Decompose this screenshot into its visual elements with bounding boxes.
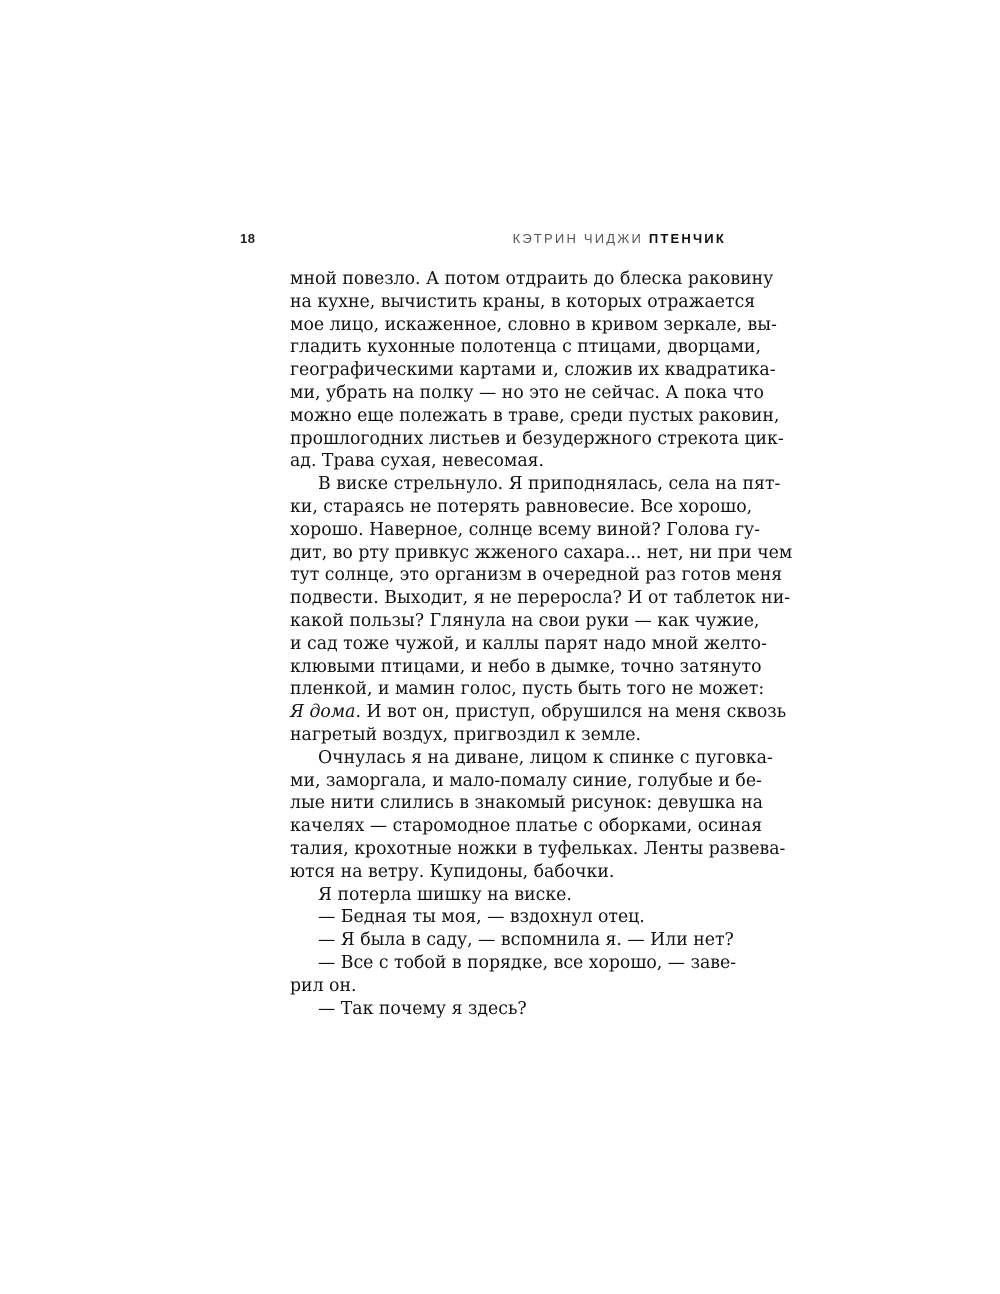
text-line: на кухне, вычистить краны, в которых отражается (290, 291, 756, 312)
text-line (290, 701, 787, 724)
text-line: ки, стараясь не потерять равновесие. Все хорошо, (290, 496, 753, 517)
text-line: дит, во рту привкус жженого сахара... нет, ни при чем (290, 542, 793, 563)
text-line: можно еще полежать в траве, среди пустых раковин, (290, 405, 780, 426)
text-line: прошлогодних листьев и безудержного стрекота цик- (290, 428, 784, 449)
running-head (240, 231, 726, 249)
italic-phrase: Я дома. (290, 702, 361, 723)
text-line: хорошо. Наверное, солнце всему виной? Голова гу- (290, 519, 761, 540)
text-line: лые нити слились в знакомый рисунок: девушка на (290, 793, 763, 814)
text-line: какой пользы? Глянула на свои руки — как чужие, (290, 610, 760, 631)
text-line: клювыми птицами, и небо в дымке, точно затянуто (290, 656, 762, 677)
text-line-rest: И вот он, приступ, обрушился на меня сквозь (360, 702, 787, 723)
text-line: подвести. Выходит, я не переросла? И от таблеток ни- (290, 588, 791, 609)
text-line: гладить кухонные полотенца с птицами, дворцами, (290, 337, 761, 358)
dialogue-line: — Я была в саду, — вспомнила я. — Или нет? (318, 930, 734, 951)
text-line: В виске стрельнуло. Я приподнялась, села на пят- (318, 474, 781, 495)
body-text (290, 268, 793, 1020)
text-line: нагретый воздух, пригвоздил к земле. (290, 724, 642, 745)
text-line: тут солнце, это организм в очередной раз готов меня (290, 565, 783, 586)
header-book-title: ПТЕНЧИК (648, 231, 726, 246)
dialogue-line: — Бедная ты моя, — вздохнул отец. (318, 907, 645, 928)
text-line: мое лицо, искаженное, словно в кривом зеркале, вы- (290, 314, 777, 335)
text-line: талия, крохотные ножки в туфельках. Ленты развева- (290, 838, 786, 859)
page-number: 18 (240, 231, 256, 246)
text-line: ми, заморгала, и мало-помалу синие, голубые и бе- (290, 770, 762, 791)
text-line: и сад тоже чужой, и каллы парят надо мной желто- (290, 633, 767, 654)
text-line: ются на ветру. Купидоны, бабочки. (290, 861, 615, 882)
text-line: Я потерла шишку на виске. (318, 884, 572, 905)
text-line: Очнулась я на диване, лицом к спинке с пуговка- (318, 747, 773, 768)
text-line: ад. Трава сухая, невесомая. (290, 451, 545, 472)
text-line: мной повезло. А потом отдраить до блеска раковину (290, 269, 774, 289)
text-line: качелях — старомодное платье с оборками, осиная (290, 816, 763, 837)
header-author: КЭТРИН ЧИДЖИ (512, 231, 644, 246)
text-line: ми, убрать на полку — но это не сейчас. А пока что (290, 382, 764, 403)
text-line: географическими картами и, сложив их квадратика- (290, 360, 776, 381)
running-title (513, 231, 726, 246)
text-line: пленкой, и мамин голос, пусть быть того не может: (290, 679, 765, 700)
dialogue-line: рил он. (290, 975, 357, 996)
dialogue-line: — Так почему я здесь? (318, 998, 527, 1019)
dialogue-line: — Все с тобой в порядке, все хорошо, — заве- (318, 952, 737, 973)
